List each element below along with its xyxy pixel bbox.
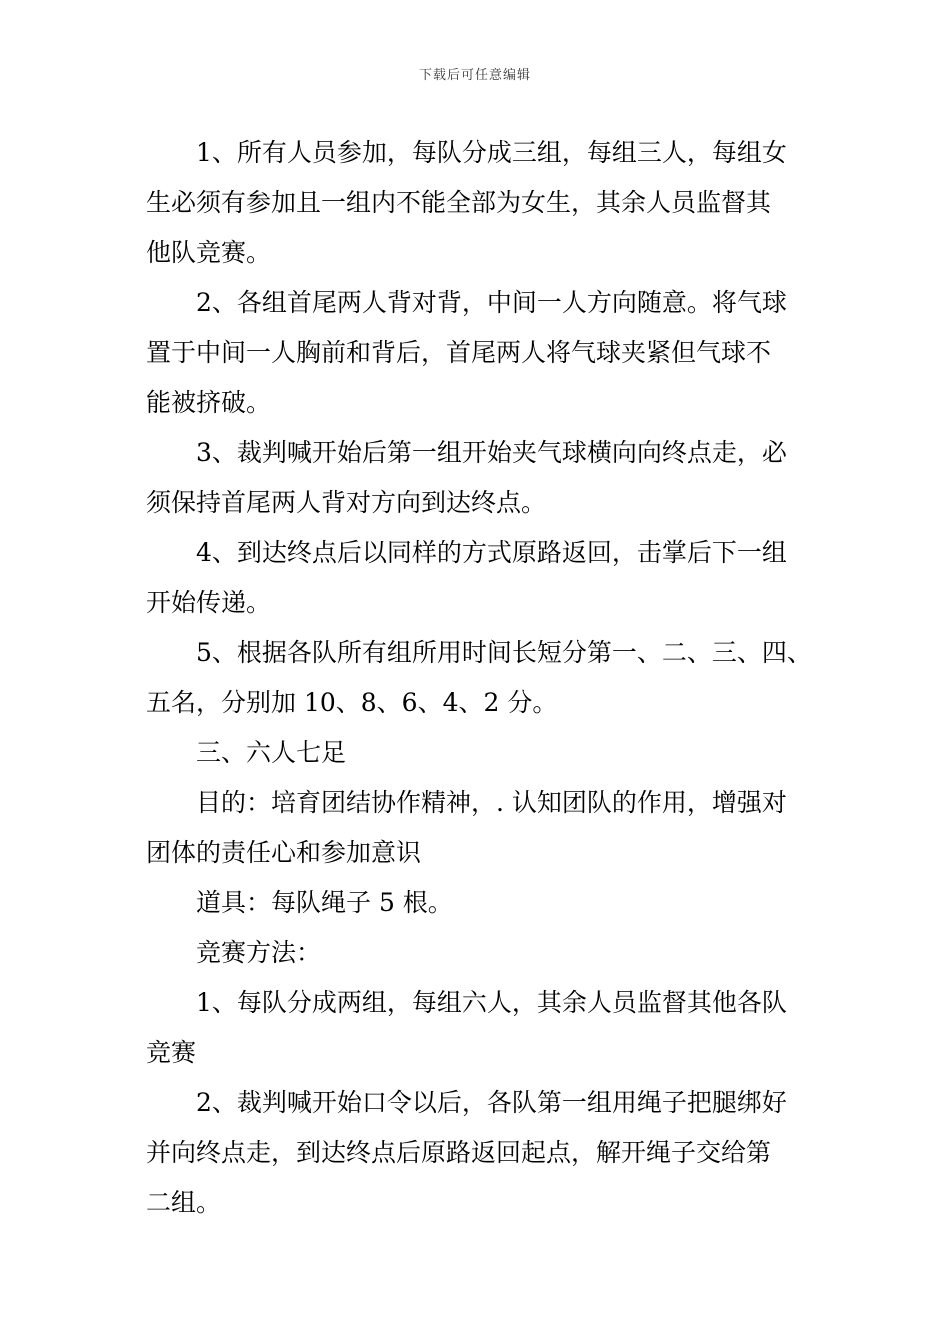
paragraph-line: 他队竞赛。 (146, 238, 272, 267)
paragraph-line: 二组。 (146, 1188, 222, 1217)
paragraph-line: 目的：培育团结协作精神，. 认知团队的作用，增强对 (196, 788, 787, 817)
paragraph-line: 生必须有参加且一组内不能全部为女生，其余人员监督其 (146, 188, 772, 217)
paragraph-line: 3、裁判喊开始后第一组开始夹气球横向向终点走，必 (196, 438, 787, 467)
paragraph-line: 4、到达终点后以同样的方式原路返回，击掌后下一组 (196, 538, 787, 567)
paragraph-line: 须保持首尾两人背对方向到达终点。 (146, 488, 547, 517)
paragraph-line: 2、裁判喊开始口令以后，各队第一组用绳子把腿绑好 (196, 1088, 787, 1117)
paragraph-line: 开始传递。 (146, 588, 272, 617)
paragraph-line: 竞赛方法： (196, 938, 322, 967)
paragraph-line: 竞赛 (146, 1038, 197, 1067)
paragraph-line: 并向终点走，到达终点后原路返回起点，解开绳子交给第 (146, 1138, 772, 1167)
paragraph-line: 置于中间一人胸前和背后，首尾两人将气球夹紧但气球不 (146, 338, 772, 367)
paragraph-line: 能被挤破。 (146, 388, 272, 417)
paragraph-line: 1、每队分成两组，每组六人，其余人员监督其他各队 (196, 988, 787, 1017)
paragraph-line: 道具：每队绳子 5 根。 (196, 888, 453, 917)
section-heading: 三、六人七足 (196, 738, 347, 767)
page-header: 下载后可任意编辑 (418, 68, 531, 83)
paragraph-line: 5、根据各队所有组所用时间长短分第一、二、三、四、 (196, 638, 812, 667)
paragraph-line: 1、所有人员参加，每队分成三组，每组三人，每组女 (196, 138, 787, 167)
document-body (146, 128, 816, 1228)
paragraph-line: 五名，分别加 10、8、6、4、2 分。 (146, 688, 558, 717)
paragraph-line: 2、各组首尾两人背对背，中间一人方向随意。将气球 (196, 288, 787, 317)
paragraph-line: 团体的责任心和参加意识 (146, 838, 422, 867)
